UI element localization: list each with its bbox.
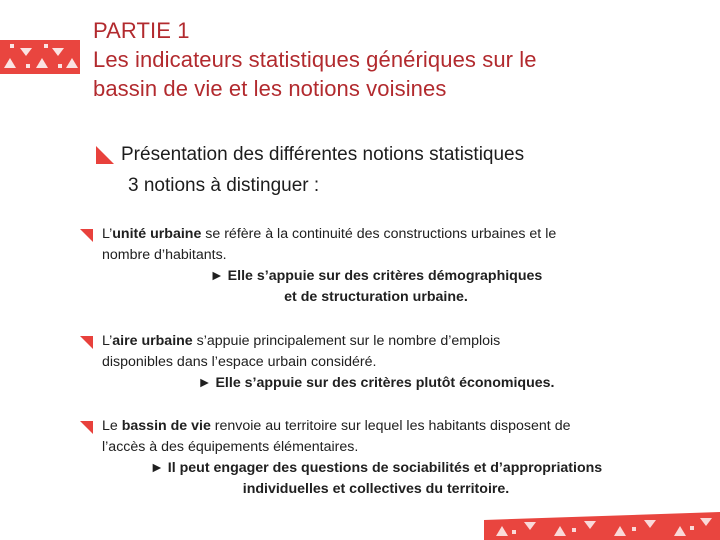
section-subheading: 3 notions à distinguer : xyxy=(128,175,320,196)
item-prefix: Le xyxy=(102,418,122,434)
item-term: unité urbaine xyxy=(112,226,202,242)
list-item-line-2: nombre d’habitants. xyxy=(102,247,227,263)
list-item-note-2: et de structuration urbaine. xyxy=(284,289,468,305)
page-title xyxy=(93,16,693,103)
item-definition: s’appuie principalement sur le nombre d’emplois xyxy=(192,333,501,349)
list-item-note-1: ► Elle s’appuie sur des critères démographiques xyxy=(209,268,543,284)
list-item-bassin-de-vie xyxy=(80,416,660,504)
triangle-bullet-icon xyxy=(80,229,93,242)
title-line-3: bassin de vie et les notions voisines xyxy=(93,76,447,101)
list-item-line-1 xyxy=(102,224,650,245)
list-item-note-1: ► Elle s’appuie sur des critères plutôt économiques. xyxy=(197,375,555,391)
list-item-text xyxy=(102,416,650,500)
section-heading: Présentation des différentes notions statistiques xyxy=(121,144,525,165)
decorative-band-top xyxy=(0,40,80,74)
list-item-line-1 xyxy=(102,331,650,352)
list-item-line-2: disponibles dans l’espace urbain considéré. xyxy=(102,354,377,370)
title-part: PARTIE 1 xyxy=(93,18,190,43)
list-item-text xyxy=(102,224,650,308)
list-item-unite-urbaine xyxy=(80,224,660,308)
triangle-bullet-icon xyxy=(80,336,93,349)
item-term: aire urbaine xyxy=(112,333,193,349)
item-prefix: L’ xyxy=(102,333,113,349)
list-item-line-1 xyxy=(102,416,650,437)
list-item-line-2: l’accès à des équipements élémentaires. xyxy=(102,439,359,455)
list-item-aire-urbaine xyxy=(80,331,660,395)
item-term: bassin de vie xyxy=(121,418,211,434)
list-item-note-1: ► Il peut engager des questions de sociabilités et d’appropriations xyxy=(149,460,603,476)
list-item-note-2: individuelles et collectives du territoire. xyxy=(242,481,510,497)
triangle-bullet-icon xyxy=(80,421,93,434)
item-definition: se réfère à la continuité des constructions urbaines et le xyxy=(201,226,557,242)
list-item-text xyxy=(102,331,650,394)
triangle-marker-icon xyxy=(96,146,114,164)
item-definition: renvoie au territoire sur lequel les habitants disposent de xyxy=(210,418,571,434)
title-line-2: Les indicateurs statistiques génériques sur le xyxy=(93,47,537,72)
item-prefix: L’ xyxy=(102,226,113,242)
decorative-band-bottom xyxy=(484,512,720,540)
